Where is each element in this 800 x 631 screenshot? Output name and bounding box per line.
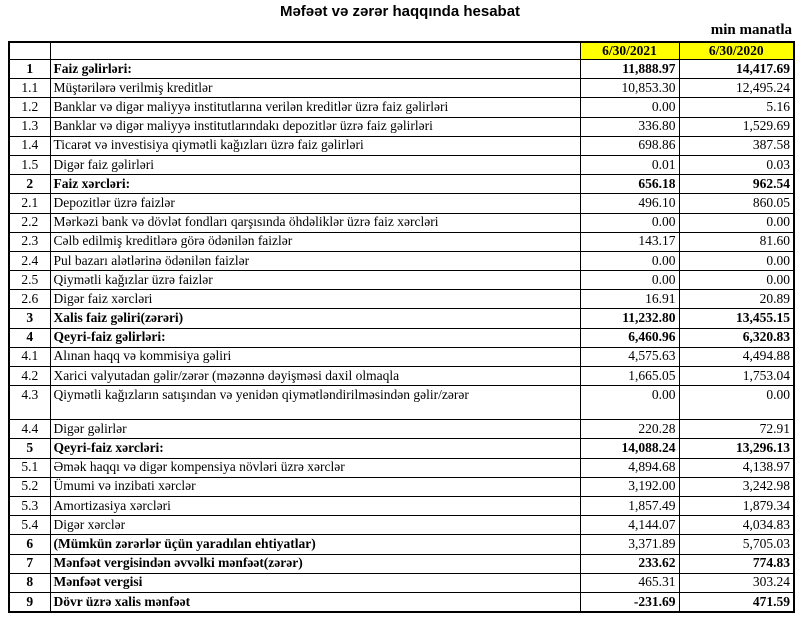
row-number: 2.5 <box>9 271 50 290</box>
table-row <box>9 117 794 136</box>
value-2020: 81.60 <box>679 232 794 251</box>
unit-note: min manatla <box>710 22 792 38</box>
row-label: Faiz gəlirləri: <box>50 60 580 79</box>
row-label: Ticarət və investisiya qiymətli kağızları üzrə faiz gəlirləri <box>50 136 580 155</box>
value-2021: 4,144.07 <box>580 516 679 535</box>
value-2020: 962.54 <box>679 175 794 194</box>
value-2021: 0.00 <box>580 98 679 117</box>
value-2021: 10,853.30 <box>580 79 679 98</box>
row-label: Digər faiz gəlirləri <box>50 155 580 174</box>
row-number: 8 <box>9 573 50 592</box>
table-row <box>9 328 794 347</box>
value-2020: 4,138.97 <box>679 458 794 477</box>
table-row <box>9 232 794 251</box>
row-number: 1.2 <box>9 98 50 117</box>
value-2021: 233.62 <box>580 554 679 573</box>
row-number: 9 <box>9 592 50 612</box>
table-row <box>9 367 794 386</box>
table-body <box>9 60 794 613</box>
row-number: 5.1 <box>9 458 50 477</box>
value-2021: 0.00 <box>580 251 679 270</box>
value-2020: 13,455.15 <box>679 309 794 328</box>
row-label: Mənfəət vergisi <box>50 573 580 592</box>
row-number: 6 <box>9 535 50 554</box>
row-label: Xalis faiz gəliri(zərəri) <box>50 309 580 328</box>
value-2020: 5,705.03 <box>679 535 794 554</box>
table-row <box>9 60 794 79</box>
row-label: Digər faiz xərcləri <box>50 290 580 309</box>
row-label: Banklar və digər maliyyə institutlarına verilən kreditlər üzrə faiz gəlirləri <box>50 98 580 117</box>
table-row <box>9 136 794 155</box>
value-2021: 4,575.63 <box>580 347 679 366</box>
row-label: Depozitlər üzrə faizlər <box>50 194 580 213</box>
value-2021: 3,192.00 <box>580 477 679 496</box>
row-number: 5.2 <box>9 477 50 496</box>
row-label: Qeyri-faiz xərcləri: <box>50 439 580 458</box>
value-2020: 6,320.83 <box>679 328 794 347</box>
value-2020: 303.24 <box>679 573 794 592</box>
row-label: Müştərilərə verilmiş kreditlər <box>50 79 580 98</box>
table-row <box>9 213 794 232</box>
table-row <box>9 554 794 573</box>
table-row <box>9 98 794 117</box>
row-number: 5.3 <box>9 496 50 515</box>
value-2021: 143.17 <box>580 232 679 251</box>
table-row <box>9 271 794 290</box>
column-header-2020: 6/30/2020 <box>679 42 794 60</box>
row-number: 7 <box>9 554 50 573</box>
row-number: 1.3 <box>9 117 50 136</box>
table-row <box>9 79 794 98</box>
table-row <box>9 347 794 366</box>
table-row <box>9 573 794 592</box>
table-row <box>9 386 794 420</box>
row-label: Qeyri-faiz gəlirləri: <box>50 328 580 347</box>
row-number: 4.3 <box>9 386 50 420</box>
table-row <box>9 251 794 270</box>
value-2021: 14,088.24 <box>580 439 679 458</box>
value-2020: 1,753.04 <box>679 367 794 386</box>
table-row <box>9 535 794 554</box>
column-header-2021: 6/30/2021 <box>580 42 679 60</box>
value-2020: 1,879.34 <box>679 496 794 515</box>
table-row <box>9 458 794 477</box>
report-title: Məfəət və zərər haqqında hesabat <box>279 3 521 20</box>
table-row <box>9 194 794 213</box>
row-number: 1 <box>9 60 50 79</box>
value-2021: 0.00 <box>580 386 679 420</box>
row-label: Qiymətli kağızlar üzrə faizlər <box>50 271 580 290</box>
row-number: 5 <box>9 439 50 458</box>
row-number: 2 <box>9 175 50 194</box>
row-label: Faiz xərcləri: <box>50 175 580 194</box>
row-number: 2.3 <box>9 232 50 251</box>
row-number: 4.4 <box>9 420 50 439</box>
row-label: Mərkəzi bank və dövlət fondları qarşısında öhdəliklər üzrə faiz xərcləri <box>50 213 580 232</box>
row-label: Amortizasiya xərcləri <box>50 496 580 515</box>
table-row <box>9 420 794 439</box>
value-2021: 465.31 <box>580 573 679 592</box>
value-2020: 5.16 <box>679 98 794 117</box>
table-row <box>9 290 794 309</box>
row-label: Ümumi və inzibati xərclər <box>50 477 580 496</box>
value-2021: 0.01 <box>580 155 679 174</box>
value-2021: 0.00 <box>580 271 679 290</box>
value-2021: 698.86 <box>580 136 679 155</box>
value-2021: 11,888.97 <box>580 60 679 79</box>
value-2021: 3,371.89 <box>580 535 679 554</box>
table-row <box>9 175 794 194</box>
value-2020: 12,495.24 <box>679 79 794 98</box>
table-row <box>9 155 794 174</box>
value-2020: 0.00 <box>679 251 794 270</box>
value-2021: 11,232.80 <box>580 309 679 328</box>
row-label: Digər gəlirlər <box>50 420 580 439</box>
row-label: Qiymətli kağızların satışından və yenidən qiymətləndirilməsindən gəlir/zərər <box>50 386 580 420</box>
value-2021: 16.91 <box>580 290 679 309</box>
row-label: Cəlb edilmiş kreditlərə görə ödənilən faizlər <box>50 232 580 251</box>
value-2021: -231.69 <box>580 592 679 612</box>
table-row <box>9 496 794 515</box>
header-empty-label <box>50 42 580 60</box>
value-2020: 14,417.69 <box>679 60 794 79</box>
row-number: 4 <box>9 328 50 347</box>
value-2020: 20.89 <box>679 290 794 309</box>
value-2020: 1,529.69 <box>679 117 794 136</box>
row-number: 1.1 <box>9 79 50 98</box>
value-2021: 4,894.68 <box>580 458 679 477</box>
row-label: Banklar və digər maliyyə institutlarındakı depozitlər üzrə faiz gəlirləri <box>50 117 580 136</box>
value-2021: 220.28 <box>580 420 679 439</box>
row-label: Dövr üzrə xalis mənfəət <box>50 592 580 612</box>
value-2020: 387.58 <box>679 136 794 155</box>
row-label: (Mümkün zərərlər üçün yaradılan ehtiyatlar) <box>50 535 580 554</box>
value-2021: 0.00 <box>580 213 679 232</box>
value-2021: 1,665.05 <box>580 367 679 386</box>
value-2020: 860.05 <box>679 194 794 213</box>
table-row <box>9 477 794 496</box>
income-statement-table <box>8 41 795 613</box>
row-number: 2.6 <box>9 290 50 309</box>
value-2020: 0.00 <box>679 213 794 232</box>
row-number: 5.4 <box>9 516 50 535</box>
value-2020: 13,296.13 <box>679 439 794 458</box>
row-number: 3 <box>9 309 50 328</box>
value-2020: 0.00 <box>679 386 794 420</box>
table-row <box>9 516 794 535</box>
table-header-row <box>9 42 794 60</box>
row-label: Xarici valyutadan gəlir/zərər (məzənnə dəyişməsi daxil olmaqla <box>50 367 580 386</box>
value-2020: 72.91 <box>679 420 794 439</box>
row-label: Pul bazarı alətlərinə ödənilən faizlər <box>50 251 580 270</box>
value-2021: 1,857.49 <box>580 496 679 515</box>
value-2020: 4,034.83 <box>679 516 794 535</box>
row-number: 2.2 <box>9 213 50 232</box>
value-2020: 0.00 <box>679 271 794 290</box>
row-label: Digər xərclər <box>50 516 580 535</box>
row-label: Mənfəət vergisindən əvvəlki mənfəət(zərər) <box>50 554 580 573</box>
table-row <box>9 592 794 612</box>
header-empty-number <box>9 42 50 60</box>
value-2021: 336.80 <box>580 117 679 136</box>
row-number: 2.1 <box>9 194 50 213</box>
row-number: 1.5 <box>9 155 50 174</box>
row-number: 4.2 <box>9 367 50 386</box>
value-2021: 496.10 <box>580 194 679 213</box>
table-row <box>9 309 794 328</box>
row-label: Alınan haqq və kommisiya gəliri <box>50 347 580 366</box>
row-number: 4.1 <box>9 347 50 366</box>
value-2021: 6,460.96 <box>580 328 679 347</box>
value-2021: 656.18 <box>580 175 679 194</box>
value-2020: 3,242.98 <box>679 477 794 496</box>
row-label: Əmək haqqı və digər kompensiya növləri üzrə xərclər <box>50 458 580 477</box>
row-number: 1.4 <box>9 136 50 155</box>
row-number: 2.4 <box>9 251 50 270</box>
value-2020: 4,494.88 <box>679 347 794 366</box>
value-2020: 774.83 <box>679 554 794 573</box>
value-2020: 471.59 <box>679 592 794 612</box>
value-2020: 0.03 <box>679 155 794 174</box>
table-row <box>9 439 794 458</box>
